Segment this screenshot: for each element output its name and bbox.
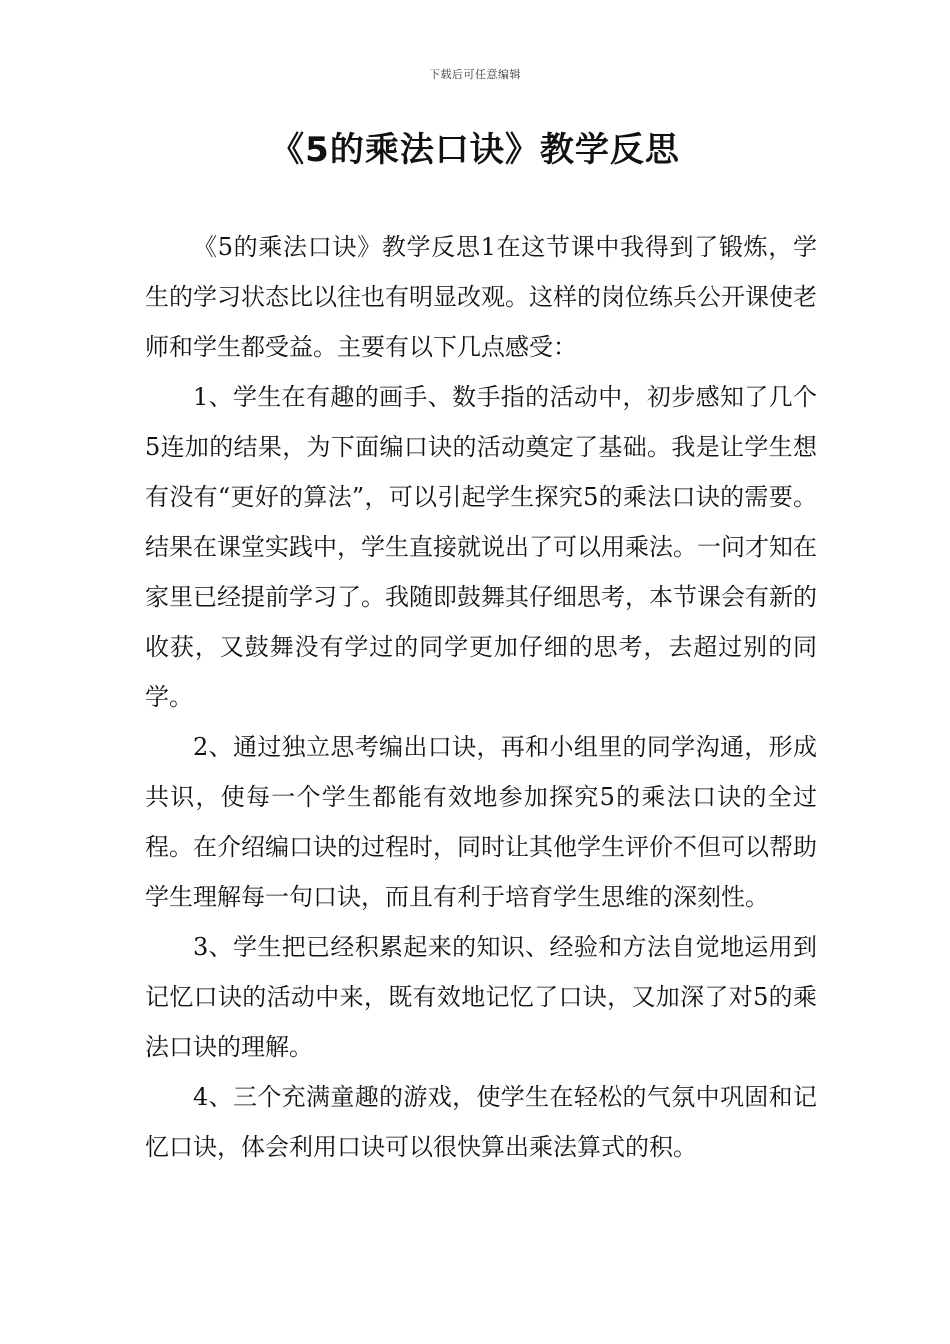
document-title: 《5的乘法口诀》教学反思: [270, 130, 680, 170]
paragraph-point-4: 4、三个充满童趣的游戏，使学生在轻松的气氛中巩固和记忆口诀，体会利用口诀可以很快算出乘法算式的积。: [145, 1083, 817, 1161]
document-body: [145, 222, 817, 1172]
paragraph-point-2: 2、通过独立思考编出口诀，再和小组里的同学沟通，形成共识，使每一个学生都能有效地参加探究5的乘法口诀的全过程。在介绍编口诀的过程时，同时让其他学生评价不但可以帮助学生理解每一句口诀，而且有利于培育学生思维的深刻性。: [145, 733, 817, 911]
header-note: 下载后可任意编辑: [429, 68, 521, 81]
paragraph-intro: 《5的乘法口诀》教学反思1在这节课中我得到了锻炼，学生的学习状态比以往也有明显改观。这样的岗位练兵公开课使老师和学生都受益。主要有以下几点感受：: [145, 233, 817, 361]
paragraph-point-1: 1、学生在有趣的画手、数手指的活动中，初步感知了几个5连加的结果，为下面编口诀的活动奠定了基础。我是让学生想有没有“更好的算法”，可以引起学生探究5的乘法口诀的需要。结果在课堂实践中，学生直接就说出了可以用乘法。一问才知在家里已经提前学习了。我随即鼓舞其仔细思考，本节课会有新的收获，又鼓舞没有学过的同学更加仔细的思考，去超过别的同学。: [145, 383, 817, 711]
paragraph-point-3: 3、学生把已经积累起来的知识、经验和方法自觉地运用到记忆口诀的活动中来，既有效地记忆了口诀，又加深了对5的乘法口诀的理解。: [145, 933, 817, 1061]
